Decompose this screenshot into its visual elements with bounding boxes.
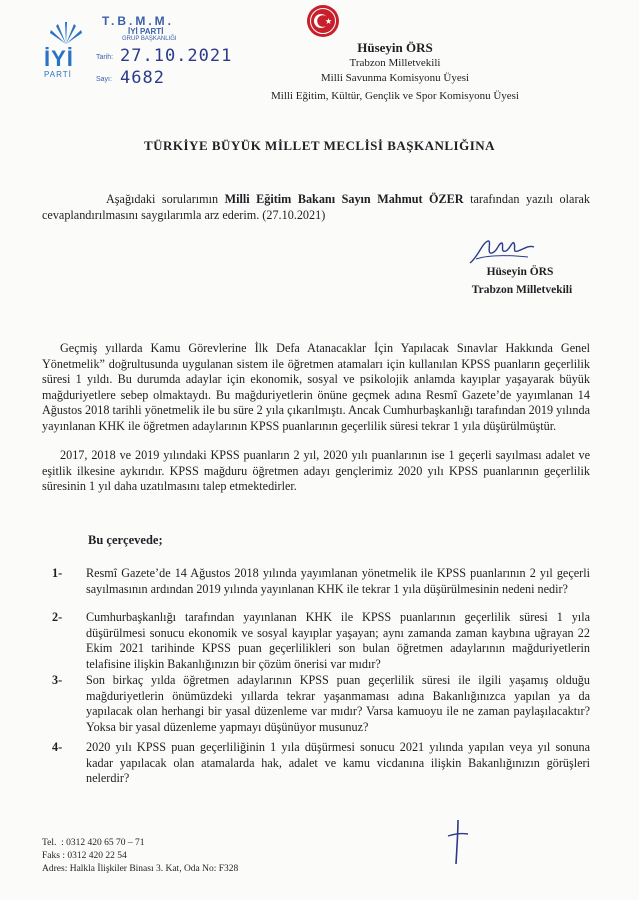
question-text: Son birkaç yılda öğretmen adaylarının KPSS puan geçerlilik süresi ile ilgili yaşamış olduğu mağduriyetlerin önümüzdeki yıllarda tekrar yaşanmaması adına Bakanlığınızca yapılan ya da yapılacak olan herhangi bir yasal düzenleme var mıdır? Varsa kamuoyu ile ne zaman paylaşılacaktır? Yoksa bir yasal düzenleme yapmayı düşünüyor musunuz?	[86, 673, 590, 734]
question-text: 2020 yılı KPSS puan geçerliliğinin 1 yıla düşürmesi sonucu 2021 yılında yapılan veya yıl sonuna kadar yapılacak olan atamalarda hak, adalet ve kamu vicdanına ilişkin Bakanlığınızın görüşleri nelerdir?	[86, 740, 590, 785]
intro-bold: Milli Eğitim Bakanı Sayın Mahmut ÖZER	[224, 192, 464, 206]
iyi-party-logo	[40, 18, 92, 80]
stamp-date-value: 27.10.2021	[120, 46, 233, 66]
body-paragraph-2: 2017, 2018 ve 2019 yılındaki KPSS puanların 2 yıl, 2020 yılı puanlarının ise 1 geçerli sayılması adalet ve eşitlik ilkesine aykırıdır. KPSS mağduru öğretmen adayı gençlerimiz 2020 yılı KPSS puanlarının geçerlilik süresinin 1 yıl daha uzatılmasını talep etmektedirler.	[42, 448, 590, 493]
intro-paragraph	[42, 192, 590, 223]
contact-address: Adres: Halkla İlişkiler Binası 3. Kat, Oda No: F328	[42, 864, 239, 874]
header-line3: Milli Eğitim, Kültür, Gençlik ve Spor Komisyonu Üyesi	[271, 90, 519, 102]
question-number: 1-	[52, 566, 63, 580]
question-number: 3-	[52, 673, 63, 687]
frame-label: Bu çerçevede;	[88, 533, 163, 547]
contact-info	[42, 837, 238, 876]
registration-stamp	[92, 14, 233, 88]
logo-word: İYİ	[44, 46, 74, 71]
signature-image	[468, 237, 538, 267]
contact-tel: Tel. : 0312 420 65 70 – 71	[42, 838, 145, 848]
stamp-line2: İYİ PARTİ	[128, 27, 164, 36]
question-number: 2-	[52, 610, 63, 624]
handwritten-initial-image	[444, 818, 470, 868]
stamp-line1: T.B.M.M.	[102, 14, 174, 28]
logo-subtitle: PARTİ	[44, 70, 72, 79]
stamp-number-label: Sayı:	[96, 76, 112, 83]
question-text: Cumhurbaşkanlığı tarafından yayınlanan KHK ile KPSS puanlarının geçerlilik süresi 1 yıla düşürülmesi sonucu ekonomik ve sosyal kayıplar yaşayan; aynı zamanda zaman kaybına uğrayan 22 Ekim 2021 tarihinde KPSS puan geçerlilikleri son bulan öğretmen adaylarının mağduriyetlerin telafisine ilişkin Bakanlığınızın bir çözüm önerisi var mıdır?	[86, 610, 590, 671]
body-paragraph-1: Geçmiş yıllarda Kamu Görevlerine İlk Defa Atanacaklar İçin Yapılacak Sınavlar Hakkında Genel Yönetmelik” doğrultusunda uygulanan sistem ile öğretmen atamaları için kullanılan KPSS puanların geçerlilik süresi 1 yıldı. Bu durumda adaylar için ekonomik, sosyal ve psikolojik anlamda kayıplar yaşayarak büyük mağduriyetlere sebep olmaktaydı. Bu mağduriyetlerin önüne geçmek adına Resmî Gazete’de yayımlanan 14 Ağustos 2018 tarihli yönetmelik ile bu süre 2 yıla çıkarılmıştı. Ancak Cumhurbaşkanlığı tarafından 2019 yılında yayınlanan KHK ile öğretmen adaylarının KPSS puanlarının geçerlilik süresi tekrar 1 yıla düşürülmüştür.	[42, 341, 590, 433]
header-name: Hüseyin ÖRS	[357, 40, 433, 55]
intro-before: Aşağıdaki sorularımın	[106, 192, 225, 206]
signature-name: Hüseyin ÖRS	[486, 266, 554, 278]
header-line1: Trabzon Milletvekili	[349, 57, 441, 69]
stamp-line3: GRUP BAŞKANLIĞI	[122, 36, 177, 42]
signature-title: Trabzon Milletvekili	[471, 284, 573, 296]
header-line2: Milli Savunma Komisyonu Üyesi	[320, 72, 470, 84]
tbmm-emblem-icon	[306, 4, 340, 38]
document-title: TÜRKİYE BÜYÜK MİLLET MECLİSİ BAŞKANLIĞINA	[143, 138, 496, 153]
contact-fax: Faks : 0312 420 22 54	[42, 851, 127, 861]
intro-after: tarafından yazılı olarak cevaplandırılmasını saygılarımla arz ederim. (27.10.2021)	[42, 192, 591, 222]
sun-rays-icon	[48, 18, 84, 46]
stamp-number-value: 4682	[120, 68, 165, 88]
question-text: Resmî Gazete’de 14 Ağustos 2018 yılında yayımlanan yönetmelik ile KPSS puanlarının 2 yıl geçerli sayılmasının ardından 2019 yılında yayınlanan KHK ile tekrar 1 yıla düşürülmesinin nedeni nedir?	[86, 566, 590, 596]
stamp-date-label: Tarih:	[96, 54, 114, 61]
question-number: 4-	[52, 740, 63, 754]
